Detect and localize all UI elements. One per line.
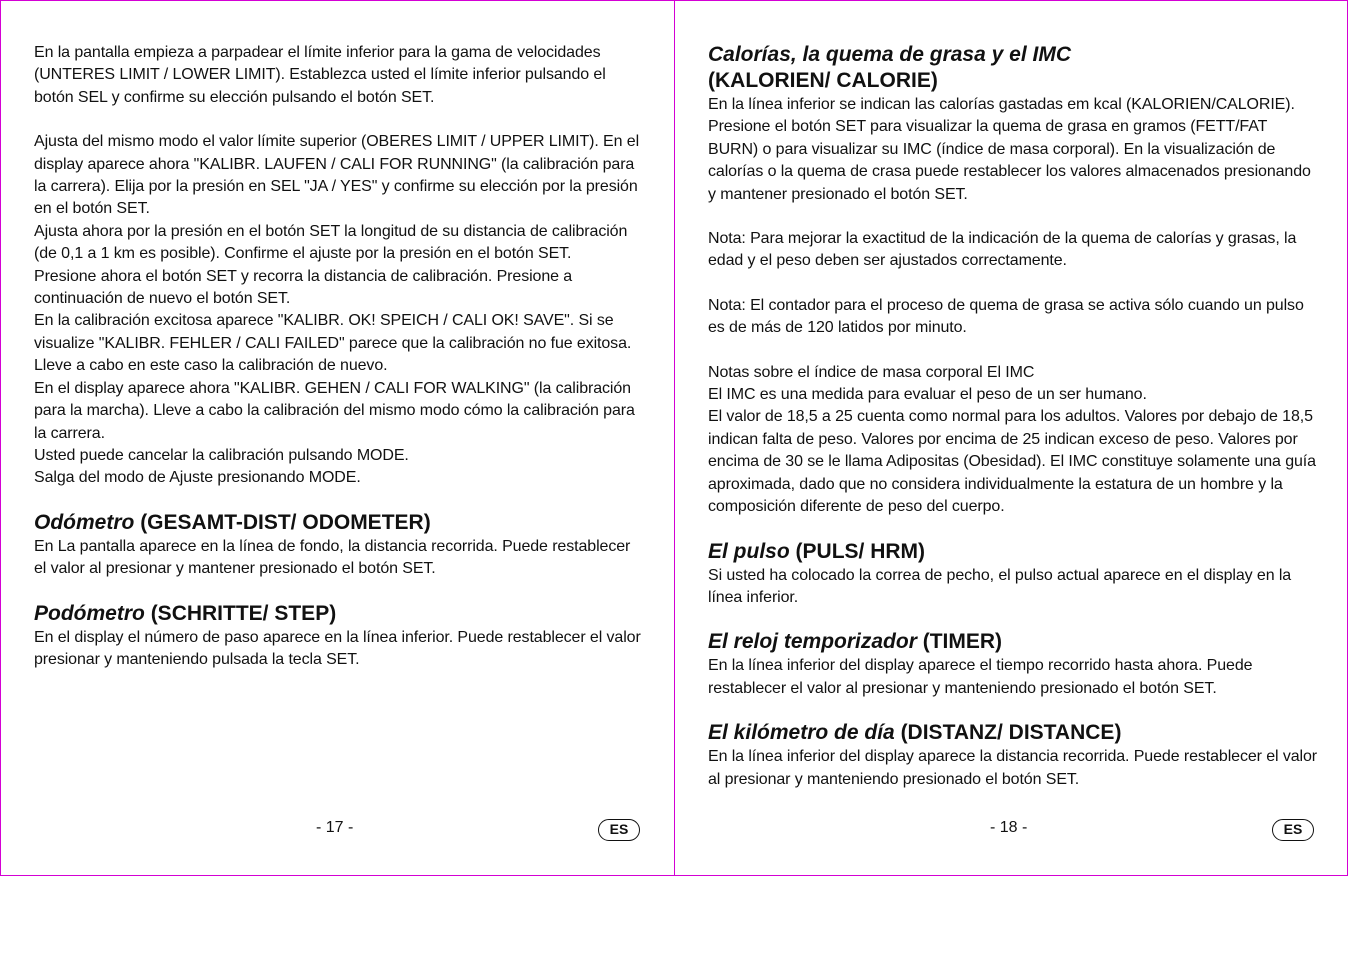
paragraph-calibration-walk: Presione ahora el botón SET y recorra la distancia de calibración. Presione a continuación de nuevo el botón SET. — [34, 267, 573, 308]
paragraph-imc-values: El valor de 18,5 a 25 cuenta como normal para los adultos. Valores por debajo de 18,5 indican falta de peso. Valores por encima de 25 indican exceso de peso. Valores por encima de 30 se le llama Adipositas (Obesidad). El IMC constituye solamente una guía aproximada, dado que no considera individualmente la estatura de un hombre y la composición diferente de peso del cuerpo. — [708, 408, 1316, 516]
paragraph-pulso: Si usted ha colocado la correa de pecho, el pulso actual aparece en el display en la línea inferior. — [708, 566, 1292, 606]
language-badge-right: ES — [1272, 819, 1314, 841]
paragraph-podometro: En el display el número de paso aparece en la línea inferior. Puede restablecer el valor presionar y manteniendo pulsada la tecla SET. — [34, 628, 641, 668]
heading-calorias-code: (KALORIEN/ CALORIE) — [708, 69, 938, 92]
heading-odometro-code: (GESAMT-DIST/ ODOMETER) — [140, 510, 431, 534]
note-fat-counter — [708, 295, 1318, 340]
paragraph-lower-limit: En la pantalla empieza a parpadear el límite inferior para la gama de velocidades (UNTERES LIMIT / LOWER LIMIT). Establezca usted el límite inferior pulsando el botón SEL y confirme su elección pulsando el botón SET. — [34, 44, 606, 106]
heading-reloj-code: (TIMER) — [922, 630, 1003, 654]
note-text: Para mejorar la exactitud de la indicación de la quema de calorías y grasas, la edad y el peso deben ser ajustados correctamente. — [708, 230, 1297, 270]
heading-podometro — [34, 601, 644, 627]
heading-kilometro — [708, 720, 1318, 746]
heading-odometro — [34, 510, 644, 536]
note-accuracy — [708, 228, 1318, 273]
paragraph-calibration-walking: En el display aparece ahora "KALIBR. GEHEN / CALI FOR WALKING" (la calibración para la marcha). Lleve a cabo la calibración del mismo modo cómo la calibración para la carrera. — [34, 379, 635, 442]
paragraph-calibration-result: En la calibración excitosa aparece "KALIBR. OK! SPEICH / CALI OK! SAVE". Si se visualize "KALIBR. FEHLER / CALI FAILED" parece que la calibración no fue exitosa. Lleve a cabo en este caso la calibración de nuevo. — [34, 312, 632, 375]
heading-podometro-es: Podómetro — [34, 601, 145, 625]
heading-kilometro-code: (DISTANZ/ DISTANCE) — [900, 721, 1122, 745]
paragraph-exit: Salga del modo de Ajuste presionando MODE. — [34, 469, 361, 487]
paragraph-imc-definition: El IMC es una medida para evaluar el peso de un ser humano. — [708, 386, 1147, 404]
paragraph-calorias: En la línea inferior se indican las calorías gastadas em kcal (KALORIEN/CALORIE). Presione el botón SET para visualizar la quema de grasa en gramos (FETT/FAT BURN) o para visualizar su IMC (índice de masa corporal). En la visualización de calorías o la quema de crasa puede restablecer los valores almacenados presionando y mantener presionado el botón SET. — [708, 96, 1311, 203]
note-label: Nota: — [708, 230, 746, 248]
heading-odometro-es: Odómetro — [34, 510, 135, 534]
heading-podometro-code: (SCHRITTE/ STEP) — [150, 601, 337, 625]
page-18 — [675, 0, 1348, 876]
paragraph-kilometro: En la línea inferior del display aparece la distancia recorrida. Puede restablecer el valor al presionar y manteniendo presionado el botón SET. — [708, 748, 1318, 788]
page-17 — [0, 0, 674, 876]
paragraph-cancel: Usted puede cancelar la calibración pulsando MODE. — [34, 446, 409, 464]
paragraph-calibration-length: Ajusta ahora por la presión en el botón SET la longitud de su distancia de calibración (de 0,1 a 1 km es posible). Confirme el ajuste por la presión en el botón SET. — [34, 222, 628, 263]
heading-pulso-es: El pulso — [708, 539, 790, 563]
page-number-right: - 18 - — [990, 819, 1028, 836]
subheading-imc: Notas sobre el índice de masa corporal El IMC — [708, 363, 1035, 381]
note-text: El contador para el proceso de quema de grasa se activa sólo cuando un pulso es de más de 120 latidos por minuto. — [708, 296, 1304, 337]
note-label: Nota: — [708, 296, 746, 314]
heading-reloj-es: El reloj temporizador — [708, 630, 917, 654]
paragraph-upper-limit: Ajusta del mismo modo el valor límite superior (OBERES LIMIT / UPPER LIMIT). En el display aparece ahora "KALIBR. LAUFEN / CALI FOR RUNNING" (la calibración para la carrera). Elija por la presión en SEL "JA / YES" y confirme su elección por la presión en el botón SET. — [34, 133, 640, 218]
heading-calorias — [708, 42, 1318, 94]
page-number-left: - 17 - — [316, 819, 354, 836]
heading-calorias-es: Calorías, la quema de grasa y el IMC — [708, 43, 1071, 66]
heading-pulso-code: (PULS/ HRM) — [795, 539, 926, 563]
paragraph-odometro: En La pantalla aparece en la línea de fondo, la distancia recorrida. Puede restablecer el valor al presionar y mantener presionado el botón SET. — [34, 537, 631, 578]
heading-reloj — [708, 629, 1318, 655]
heading-pulso — [708, 539, 1318, 565]
paragraph-reloj: En la línea inferior del display aparece el tiempo recorrido hasta ahora. Puede restablecer el valor al presionar y manteniendo presionado el botón SET. — [708, 657, 1253, 697]
language-badge-left: ES — [598, 819, 640, 841]
heading-kilometro-es: El kilómetro de día — [708, 721, 895, 745]
